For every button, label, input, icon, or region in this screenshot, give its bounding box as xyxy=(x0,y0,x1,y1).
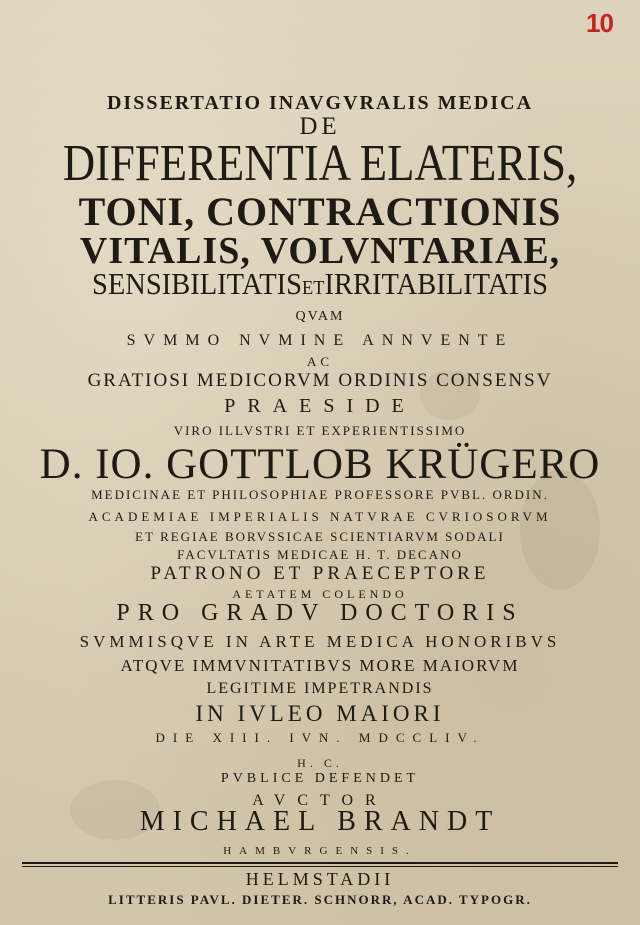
avctor-line: AVCTOR xyxy=(252,792,388,809)
gratiosi-line: GRATIOSI MEDICORVM ORDINIS CONSENSV xyxy=(87,370,553,391)
svmmo-line: SVMMO NVMINE ANNVENTE xyxy=(126,332,514,349)
title-line-1: DIFFERENTIA ELATERIS, xyxy=(62,135,578,192)
praeside-line: PRAESIDE xyxy=(224,395,416,417)
imprint-rule-thick xyxy=(22,862,618,864)
hc-line: H. C. xyxy=(297,756,343,770)
legitime-line: LEGITIME IMPETRANDIS xyxy=(206,680,434,697)
title-line-2: TONI, CONTRACTIONIS xyxy=(78,189,562,234)
regiae-line: ET REGIAE BORVSSICAE SCIENTIARVM SODALI xyxy=(135,529,505,544)
pro-gradv-line: PRO GRADV DOCTORIS xyxy=(116,600,524,626)
title-line-4 xyxy=(26,268,615,299)
atqve-line: ATQVE IMMVNITATIBVS MORE MAIORVM xyxy=(120,656,520,675)
academiae-line: ACADEMIAE IMPERIALIS NATVRAE CVRIOSORVM xyxy=(88,509,552,524)
hambvrgensis-line: HAMBVRGENSIS. xyxy=(223,845,417,857)
title-line-4-sensibilitatis: SENSIBILITATIS xyxy=(91,266,302,301)
de-line: DE xyxy=(299,113,341,140)
aetatem-line: AETATEM COLENDO xyxy=(232,587,408,601)
title-line-4-et: ET xyxy=(301,277,325,299)
svmmisqve-line: SVMMISQVE IN ARTE MEDICA HONORIBVS xyxy=(79,632,561,651)
patrono-line: PATRONO ET PRAECEPTORE xyxy=(150,563,490,584)
viro-line: VIRO ILLVSTRI ET EXPERIENTISSIMO xyxy=(173,423,467,438)
title-line-3: VITALIS, VOLVNTARIAE, xyxy=(79,230,561,272)
imprint-city: HELMSTADII xyxy=(245,869,395,889)
in-ivleo-line: IN IVLEO MAIORI xyxy=(195,701,445,726)
folio-number: 10 xyxy=(586,8,613,38)
date-line: DIE XIII. IVN. MDCCLIV. xyxy=(155,730,485,745)
praeses-name: D. IO. GOTTLOB KRÜGERO xyxy=(39,441,601,488)
ac-line: AC xyxy=(306,354,334,369)
qvam-line: QVAM xyxy=(295,309,345,324)
author-name: MICHAEL BRANDT xyxy=(139,806,501,837)
pvblice-line: PVBLICE DEFENDET xyxy=(220,771,420,786)
title-line-4-irritabilitatis: IRRITABILITATIS xyxy=(324,266,549,301)
facvltatis-line: FACVLTATIS MEDICAE H. T. DECANO xyxy=(177,547,463,562)
dissertation-line: DISSERTATIO INAVGVRALIS MEDICA xyxy=(106,92,534,114)
imprint-printer: LITTERIS PAVL. DIETER. SCHNORR, ACAD. TYPOGR. xyxy=(108,892,532,907)
medicinae-line: MEDICINAE ET PHILOSOPHIAE PROFESSORE PVBL. ORDIN. xyxy=(91,487,549,502)
imprint-rule-thin xyxy=(22,866,618,867)
